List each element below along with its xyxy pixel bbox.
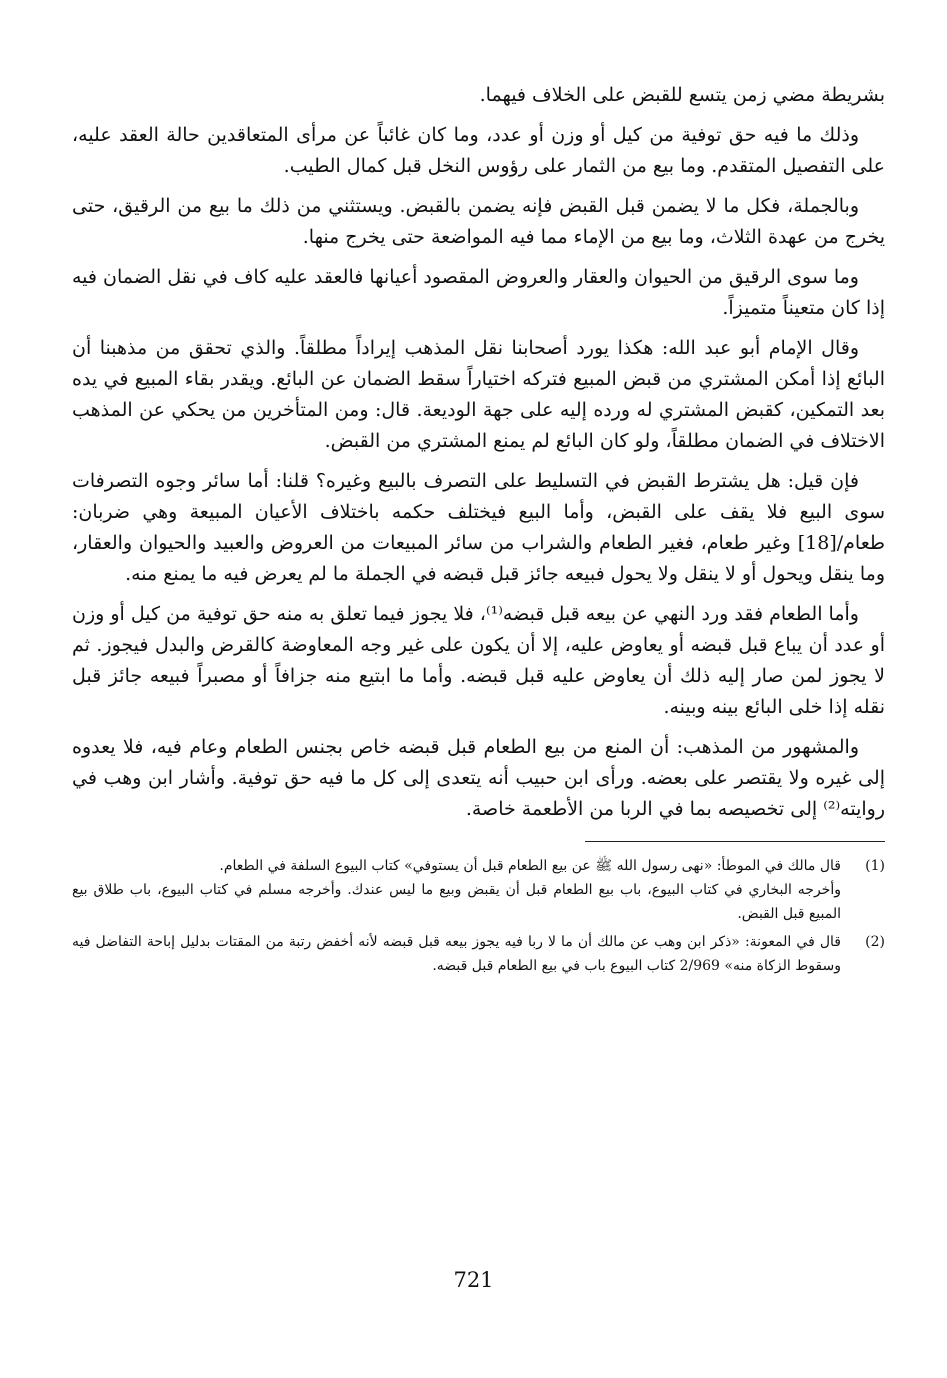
paragraph: بشريطة مضي زمن يتسع للقبض على الخلاف فيهما. xyxy=(479,84,885,106)
footnote-line: قال مالك في الموطأ: «نهى رسول الله ﷺ عن بيع الطعام قبل أن يستوفي» كتاب البيوع السلفة في الطعام. xyxy=(219,858,841,874)
main-text xyxy=(72,80,885,825)
footnote-body xyxy=(72,930,841,978)
footnote-separator xyxy=(585,841,885,842)
footnotes xyxy=(72,854,885,978)
paragraph: والمشهور من المذهب: أن المنع من بيع الطعام قبل قبضه خاص بجنس الطعام وعام فيه، فلا يعدوه إلى غيره ولا يقتصر على بعضه. ورأى ابن حبيب أنه يتعدى إلى كل ما فيه حق توفية. وأشار ابن وهب في روايته⁽²⁾ إلى تخصيصه بما في الربا من الأطعمة خاصة. xyxy=(72,736,885,820)
footnote-number: (2) xyxy=(865,934,885,950)
paragraph: وذلك ما فيه حق توفية من كيل أو وزن أو عدد، وما كان غائباً عن مرأى المتعاقدين حالة العقد عليه، على التفصيل المتقدم. وما بيع من الثمار على رؤوس النخل قبل كمال الطيب. xyxy=(72,124,885,177)
footnote-line: قال في المعونة: «ذكر ابن وهب عن مالك أن ما لا ربا فيه يجوز بيعه قبل قبضه لأنه أخفض رتبة من المقتات بدليل إباحة التفاضل فيه وسقوط الزكاة منه» 2/969 كتاب البيوع باب في بيع الطعام قبل قبضه. xyxy=(72,934,841,974)
footnote-number: (1) xyxy=(865,858,885,874)
paragraph: وأما الطعام فقد ورد النهي عن بيعه قبل قبضه⁽¹⁾، فلا يجوز فيما تعلق به منه حق توفية من كيل أو وزن أو عدد أن يباع قبل قبضه أو يعاوض عليه، إلا أن يكون على غير وجه المعاوضة كالقرض والبدل فيجوز. ثم لا يجوز لمن صار إليه ذلك أن يعاوض عليه قبل قبضه. وأما ما ابتيع منه جزافاً أو مصبراً فبيعه جائز قبل نقله إذا خلى البائع بينه وبينه. xyxy=(72,603,885,718)
page-number: 721 xyxy=(453,1268,494,1292)
paragraph: وما سوى الرقيق من الحيوان والعقار والعروض المقصود أعيانها فالعقد عليه كاف في نقل الضمان فيه إذا كان متعيناً متميزاً. xyxy=(72,266,885,319)
footnote-1 xyxy=(72,854,885,926)
paragraph: وبالجملة، فكل ما لا يضمن قبل القبض فإنه يضمن بالقبض. ويستثني من ذلك ما بيع من الرقيق، حتى يخرج من عهدة الثلاث، وما بيع من الإماء مما فيه المواضعة حتى يخرج منها. xyxy=(72,195,885,248)
footnote-body xyxy=(72,854,841,926)
footnote-2 xyxy=(72,930,885,978)
paragraph: فإن قيل: هل يشترط القبض في التسليط على التصرف بالبيع وغيره؟ قلنا: أما سائر وجوه التصرفات سوى البيع فلا يقف على القبض، وأما البيع فيختلف حكمه باختلاف الأعيان المبيعة وهي ضربان: طعام/[18] وغير طعام، فغير الطعام والشراب من سائر المبيعات من العروض والعبيد والحيوان والعقار، وما ينقل ويحول أو لا ينقل ولا يحول فبيعه جائز قبل قبضه في الجملة ما لم يعرض فيه ما يمنع منه. xyxy=(72,470,885,585)
footnote-line: وأخرجه البخاري في كتاب البيوع، باب بيع الطعام قبل أن يقبض وبيع ما ليس عندك. وأخرجه مسلم في كتاب البيوع، باب طلاق بيع المبيع قبل القبض. xyxy=(72,882,841,922)
paragraph: وقال الإمام أبو عبد الله: هكذا يورد أصحابنا نقل المذهب إيراداً مطلقاً. والذي تحقق من مذهبنا أن البائع إذا أمكن المشتري من قبض المبيع فتركه اختياراً سقط الضمان عن البائع. ويقدر بقاء المبيع في يده بعد التمكين، كقبض المشتري له ورده إليه على جهة الوديعة. قال: ومن المتأخرين من يحكي عن المذهب الاختلاف في الضمان مطلقاً، ولو كان البائع لم يمنع المشتري من القبض. xyxy=(72,337,885,452)
